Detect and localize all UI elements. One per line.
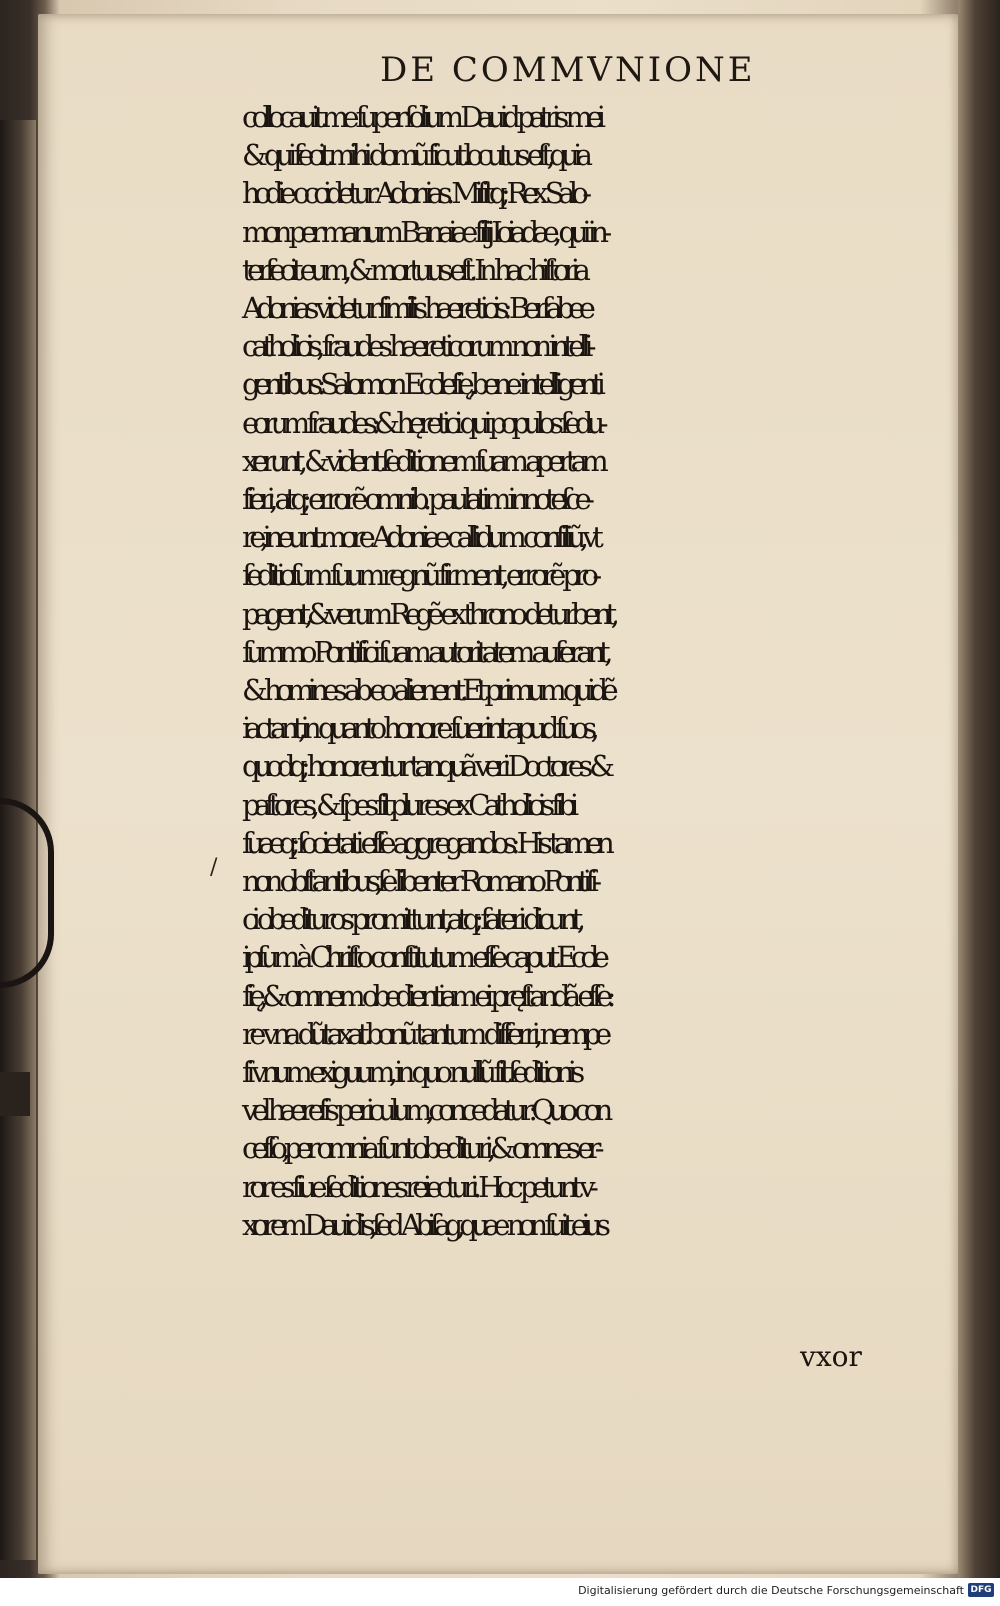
text-line: ſummo Pontifici ſuam autoritatem auferant, [242,634,607,669]
binding-tab [0,1072,30,1116]
text-line: eorum fraudes:& hęretici qui populos ſedu- [242,405,602,440]
text-line: ſuæq; ſocietati eſſe aggregandos: His tamen [242,825,609,860]
catchword: vxor [800,1340,862,1373]
text-line: non obſtantibus,ſe libenter Romano Pontifi- [242,864,596,899]
text-line: ci obedituros promittunt,atq; fateri dicunt, [242,902,580,937]
text-line: & qui fecit mihi domũ ſicut locutus eſt,quia [242,138,587,173]
text-line: quodq; honorentur tanquã veri Doctores & [242,749,609,784]
text-line: ror es ſiue ſeditiones reiecturi. Hoc petunt v- [242,1169,593,1204]
text-line: terfecit eum, & mortuus eſt. In hac hiſtoria [242,252,585,287]
text-line: pagent,&verum Regẽ ex throno deturbent, [242,596,614,631]
text-line: & homines ab eo alienent.Et primum quidẽ [242,673,613,708]
text-line: ſeditioſum ſuum regnũ firment, errorẽ pro- [242,558,596,593]
text-line: gentibus:Salomon Eccleſię,bene intelligenti [242,367,600,402]
text-line: paſtores, & ſpes ſit plures ex Catholicis ſibi [242,787,573,822]
text-line: vel hæreſis periculum,concedatur:Quo con [242,1093,607,1128]
text-line: fieri, atq; errorẽ omnib. paulatim innoteſce- [242,482,589,517]
text-line: re vna dũtaxat bonũ tantum differri, nempe [242,1016,606,1051]
text-line: hodie occidetur Adonias. Miſitq; Rex Salo- [242,176,586,211]
book-fore-edge [958,0,1000,1578]
text-line: mon per manum Banaiæ filij Ioiadæ, qui in- [242,214,606,249]
margin-mark: / [210,855,218,880]
text-line: ſię,& omnem obedientiam ei pręſtandã eſſe: [242,978,610,1013]
text-line: catholicis, fraudes hæreticorum non intelli- [242,329,590,364]
text-line: ſi vnum exiguum, in quo nullũ ſit ſeditionis [242,1055,579,1090]
dfg-logo: DFG [968,1583,994,1597]
page-clip [0,798,54,988]
text-line: ipſum à Chriſto conſtitutum eſſe caput Eccle [242,940,604,975]
page-header: DE COMMVNIONE [380,50,756,90]
text-line: xorem Dauidis,ſed Abiſag,quæ non fuit eius [242,1207,605,1242]
page-body-text [242,98,922,1244]
text-line: Adonias videtur ſimilis hæreticis: Berſabee [242,291,590,326]
text-line: iactant,in quanto honore fuerint apud ſuos, [242,711,594,746]
text-line: xerunt, & vident ſeditionem ſuam apertam [242,443,603,478]
text-line: re,ineunt more Adoniæ callidum conſiliũ,vt [242,520,598,555]
text-line: collocauit me ſuper ſolium Dauid patris mei [242,100,600,134]
text-line: ceſſo,per omnia ſunt obedituri,& omnes er- [242,1131,599,1166]
digitization-credit: Digitalisierung gefördert durch die Deutsche Forschungsgemeinschaft [578,1584,964,1597]
